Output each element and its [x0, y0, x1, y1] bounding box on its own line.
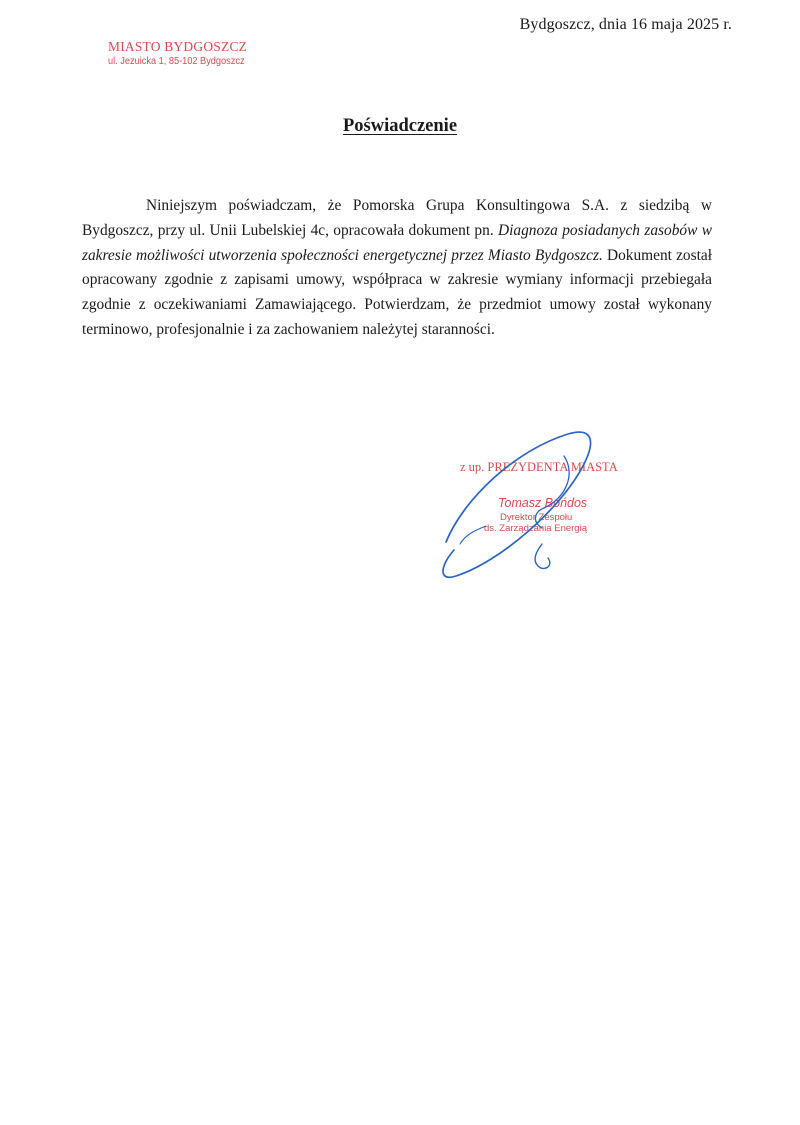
body-text-part1: Niniejszym poświadczam, że Pomorska Grupa Konsultingowa S.A. z siedzibą w Bydgoszcz, przy ul. Unii Lubelskiej 4c, opracowała dokument pn.: [82, 197, 712, 239]
letterhead-address: ul. Jezuicka 1, 85-102 Bydgoszcz: [108, 56, 245, 67]
signatory-role-line2: ds. Zarządzania Energią: [484, 523, 587, 534]
document-date: Bydgoszcz, dnia 16 maja 2025 r.: [519, 16, 732, 33]
signature-stamp-title: z up. PREZYDENTA MIASTA: [460, 460, 618, 474]
body-text-document-name: Diagnoza posiadanych zasobów w zakresie możliwości utworzenia społeczności energetycznej przez Miasto Bydgoszcz.: [82, 221, 712, 264]
signatory-role-line1: Dyrektor Zespołu: [500, 512, 573, 523]
signature-block: [436, 426, 656, 581]
document-body: [82, 194, 712, 343]
document-title: Poświadczenie: [342, 116, 458, 136]
letterhead-city-name: MIASTO BYDGOSZCZ: [108, 39, 248, 54]
city-letterhead-stamp: [108, 39, 256, 68]
signatory-name: Tomasz Bońdos: [498, 496, 588, 510]
body-text-part2: Dokument został opracowany zgodnie z zapisami umowy, współpraca w zakresie wymiany informacji przebiegała zgodnie z oczekiwaniami Zamawiającego. Potwierdzam, że przedmiot umowy został wykonany terminowo, profesjonalnie i za zachowaniem należytej staranności.: [82, 246, 712, 338]
handwritten-signature: [436, 426, 656, 581]
